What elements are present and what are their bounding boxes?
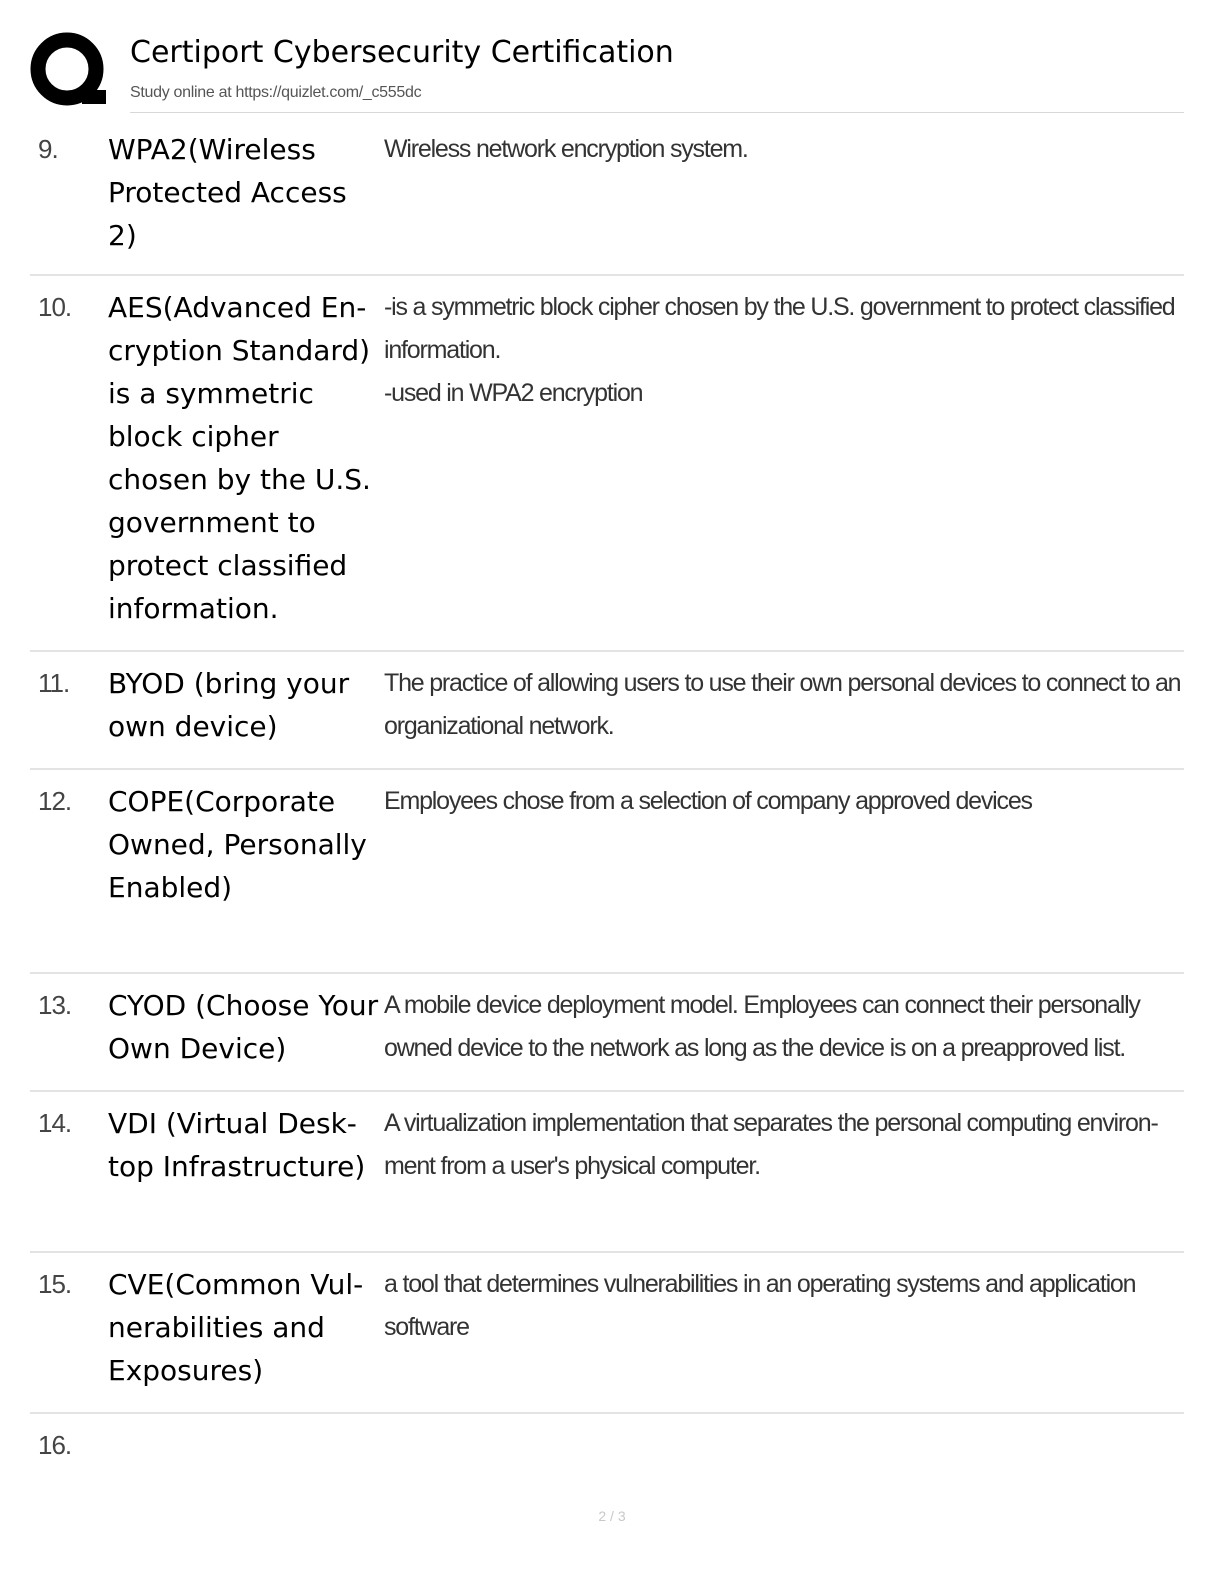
card-definition: a tool that determines vulnerabilities in an operating systems and application software xyxy=(384,1270,1136,1341)
card-number: 16. xyxy=(38,1430,72,1460)
quizlet-logo-icon xyxy=(30,32,108,108)
card-term: VDI (Virtual Desktop Infrastructure) xyxy=(108,1107,366,1183)
card-term: COPE(Corporate Owned, Personally Enabled) xyxy=(108,785,367,904)
card-definition: -is a symmetric block cipher chosen by the U.S. government to protect classified information. -used in WPA2 encryption xyxy=(384,293,1175,407)
card-number: 13. xyxy=(38,990,72,1020)
flashcard-row xyxy=(30,770,1184,974)
card-term: WPA2(Wireless Protected Access 2) xyxy=(108,133,347,252)
page-title: Certiport Cybersecurity Certification xyxy=(130,35,674,70)
flashcard-row xyxy=(30,118,1184,276)
card-number: 15. xyxy=(38,1269,72,1299)
flashcard-row xyxy=(30,276,1184,652)
card-definition: Employees chose from a selection of company approved devices xyxy=(384,787,1032,815)
study-online-link[interactable]: Study online at https://quizlet.com/_c555dc xyxy=(130,84,422,101)
card-definition: The practice of allowing users to use their own personal devices to connect to an organizational network. xyxy=(384,669,1181,740)
card-term: AES(Advanced Encryption Standard) is a symmetric block cipher chosen by the U.S. government to protect classified information. xyxy=(108,291,371,625)
flashcard-row xyxy=(30,652,1184,770)
flashcard-row xyxy=(30,1253,1184,1414)
page-indicator: 2 / 3 xyxy=(598,1508,626,1524)
card-definition: A mobile device deployment model. Employees can connect their personally owned device to the network as long as the device is on a preapproved list. xyxy=(384,991,1140,1062)
flashcard-row xyxy=(30,1414,1184,1484)
card-term: BYOD (bring your own device) xyxy=(108,667,350,743)
card-number: 9. xyxy=(38,134,58,164)
card-number: 14. xyxy=(38,1108,72,1138)
card-term: CYOD (Choose Your Own Device) xyxy=(108,989,379,1065)
card-number: 10. xyxy=(38,292,72,322)
flashcard-row xyxy=(30,1092,1184,1253)
flashcard-list xyxy=(30,118,1184,1484)
card-definition: A virtualization implementation that separates the personal computing environment from a user's physical computer. xyxy=(384,1109,1159,1180)
flashcard-row xyxy=(30,974,1184,1092)
card-number: 11. xyxy=(38,668,70,698)
card-definition: Wireless network encryption system. xyxy=(384,135,748,163)
header-divider xyxy=(130,112,1184,113)
card-term: CVE(Common Vulnerabilities and Exposures) xyxy=(108,1268,364,1387)
card-number: 12. xyxy=(38,786,72,816)
